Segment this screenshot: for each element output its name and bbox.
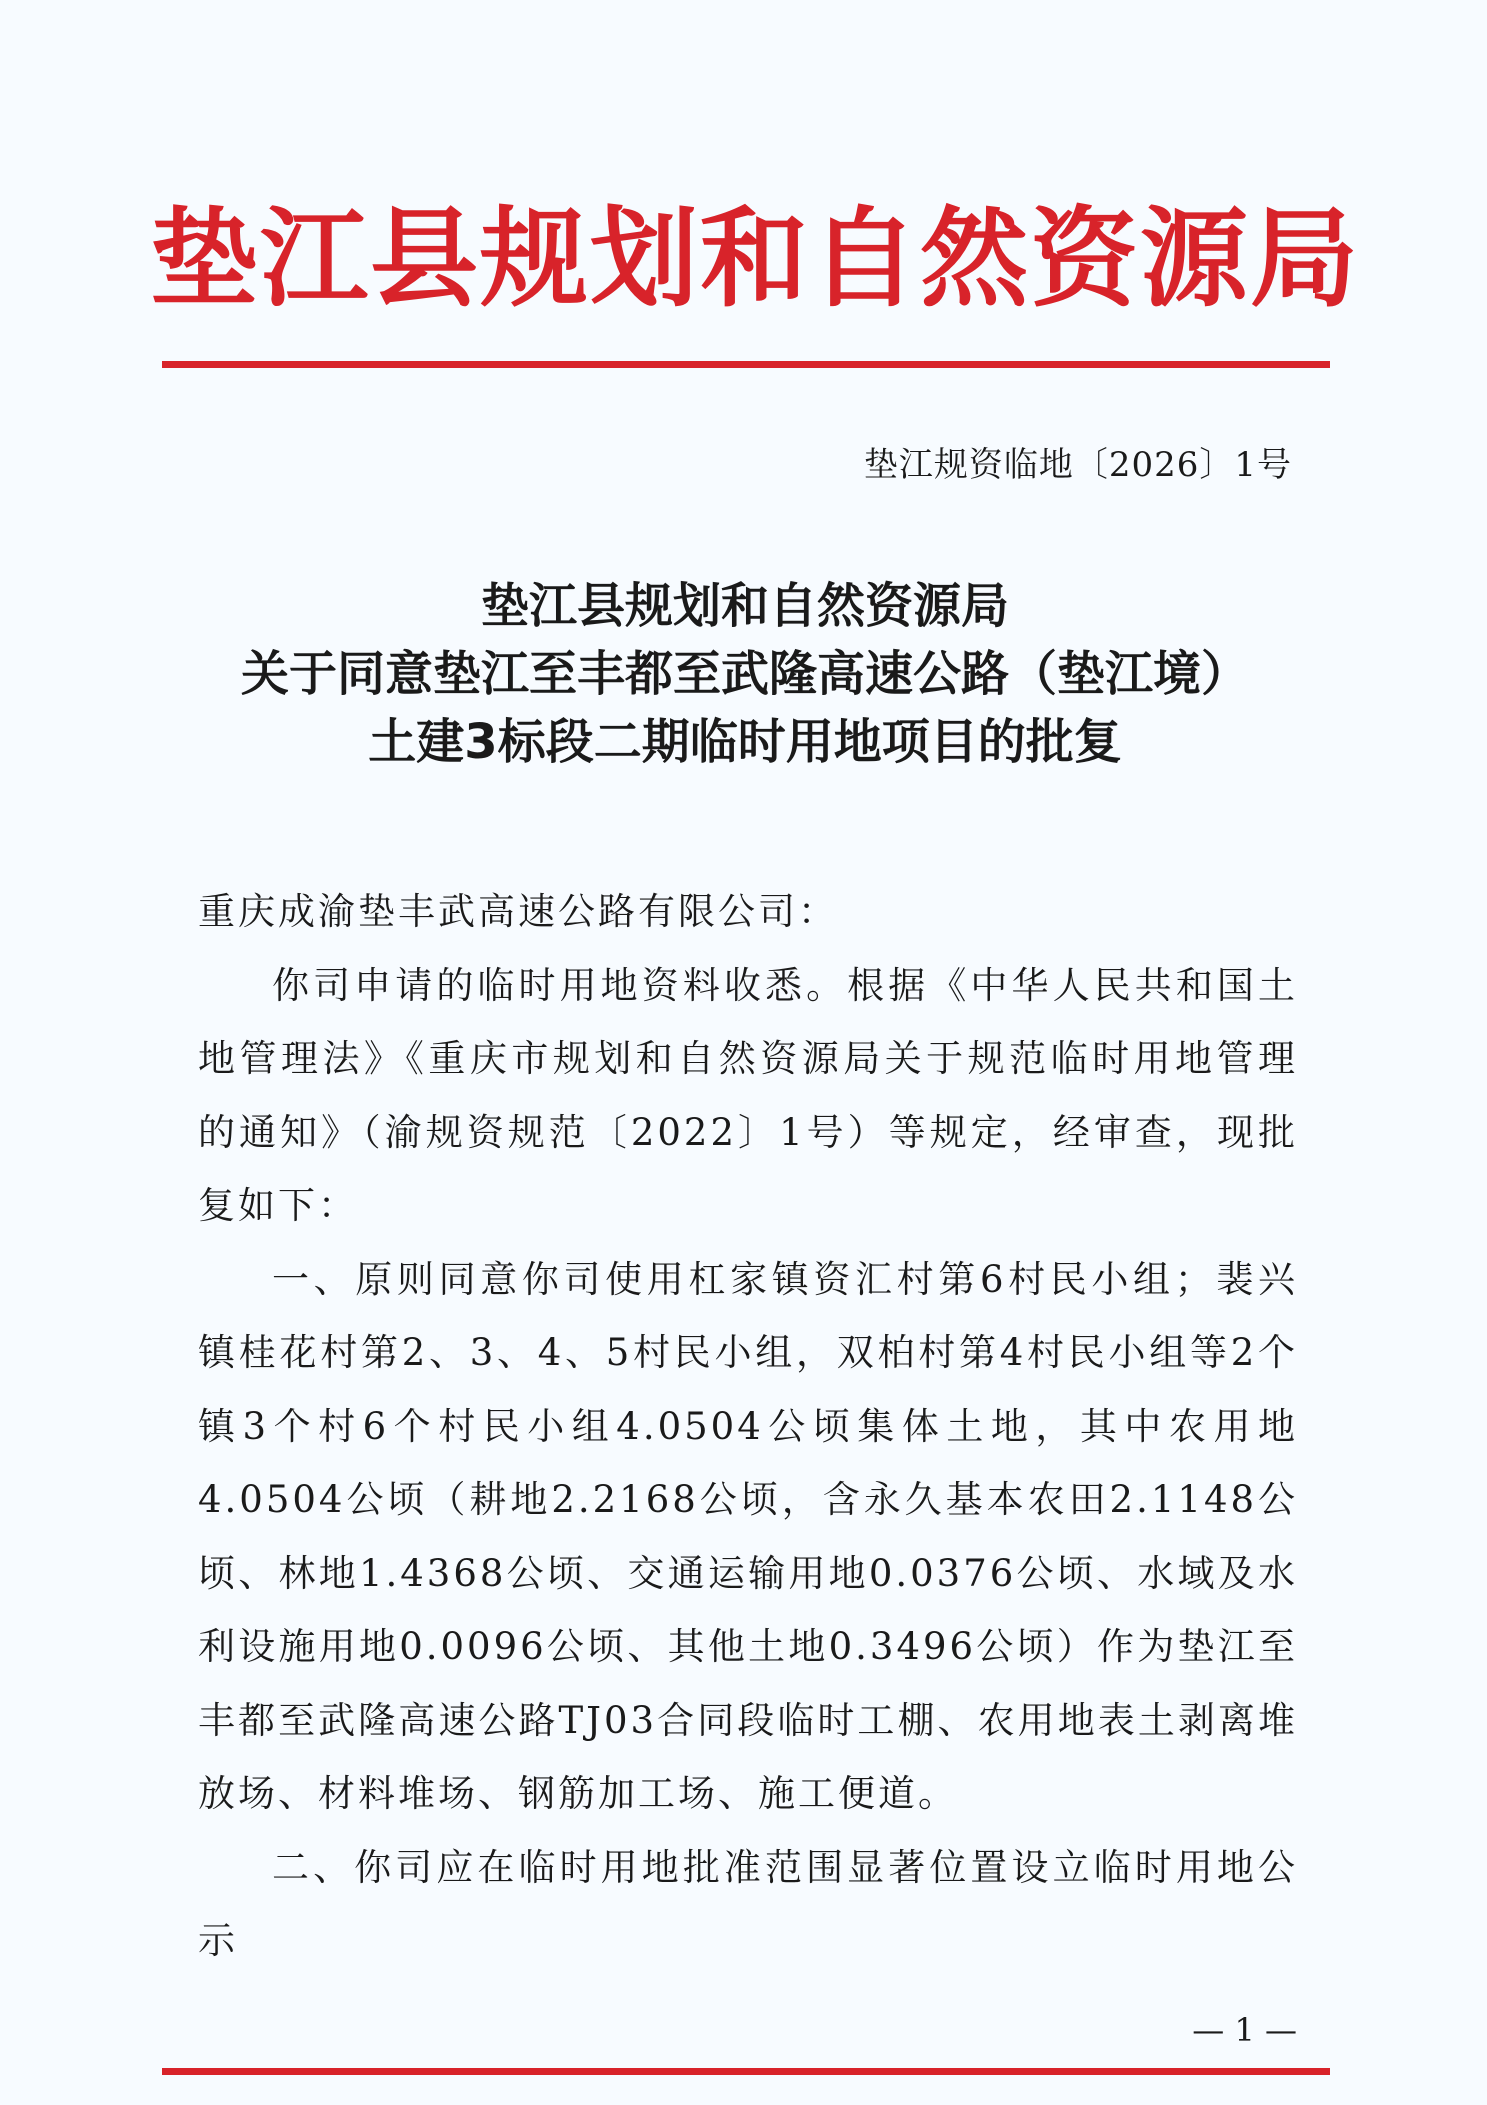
header-red-rule bbox=[162, 361, 1330, 368]
title-line-1: 垫江县规划和自然资源局 bbox=[480, 578, 1009, 634]
title-line-2: 关于同意垫江至丰都至武隆高速公路（垫江境） bbox=[240, 646, 1249, 702]
document-title bbox=[150, 572, 1340, 776]
masthead-title: 垫江县规划和自然资源局 bbox=[150, 197, 1361, 322]
page-number: — 1 — bbox=[1192, 2011, 1297, 2049]
salutation: 重庆成渝垫丰武高速公路有限公司： bbox=[198, 890, 838, 933]
body-paragraph-1: 你司申请的临时用地资料收悉。根据《中华人民共和国土地管理法》《重庆市规划和自然资源局关于规范临时用地管理的通知》（渝规资规范〔2022〕1号）等规定，经审查，现批复如下： bbox=[198, 963, 1298, 1227]
footer-red-rule bbox=[162, 2068, 1330, 2075]
document-body bbox=[198, 875, 1298, 1978]
body-paragraph-3: 二、你司应在临时用地批准范围显著位置设立临时用地公示 bbox=[198, 1845, 1298, 1962]
document-number: 垫江规资临地〔2026〕1号 bbox=[863, 445, 1292, 485]
title-line-3: 土建3标段二期临时用地项目的批复 bbox=[368, 714, 1122, 770]
body-paragraph-2: 一、原则同意你司使用杠家镇资汇村第6村民小组；裴兴镇桂花村第2、3、4、5村民小组，双柏村第4村民小组等2个镇3个村6个村民小组4.0504公顷集体土地，其中农用地4.0504公顷（耕地2.2168公顷，含永久基本农田2.1148公顷、林地1.4368公顷、交通运输用地0.0376公顷、水域及水利设施用地0.0096公顷、其他土地0.3496公顷）作为垫江至丰都至武隆高速公路TJ03合同段临时工棚、农用地表土剥离堆放场、材料堆场、钢筋加工场、施工便道。 bbox=[198, 1257, 1298, 1815]
